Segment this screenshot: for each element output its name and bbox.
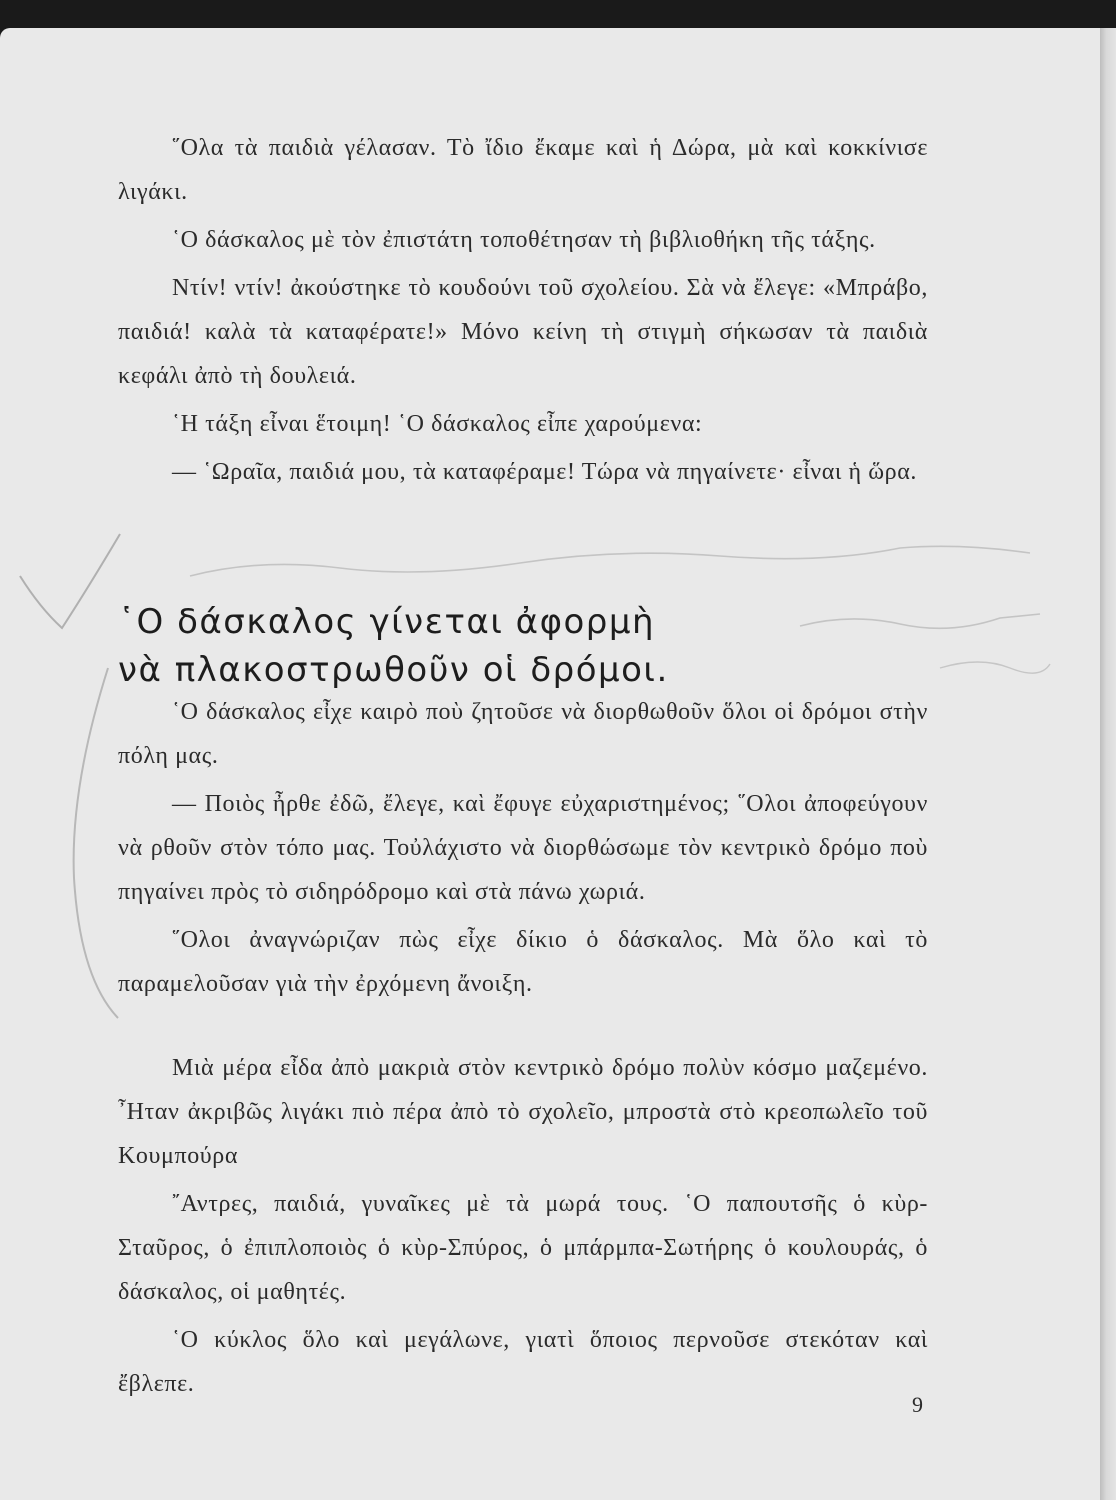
pencil-margin-bracket [74,668,118,1018]
pencil-scribble [800,614,1040,628]
page-edge-shadow [1100,28,1116,1500]
text-block-top [118,126,928,498]
paragraph: ῞Ολα τὰ παιδιὰ γέλασαν. Τὸ ἴδιο ἔκαμε καὶ ἡ Δώρα, μὰ καὶ κοκκίνισε λιγάκι. [118,135,928,205]
book-page [0,28,1100,1500]
paragraph: — ῾Ωραῖα, παιδιά μου, τὰ καταφέραμε! Τώρα νὰ πηγαίνετε· εἶναι ἡ ὥρα. [172,459,918,485]
paragraph: Μιὰ μέρα εἶδα ἀπὸ μακριὰ στὸν κεντρικὸ δρόμο πολὺν κόσμο μαζεμένο. ῏Ηταν ἀκριβῶς λιγάκι πιὸ πέρα ἀπὸ τὸ σχολεῖο, μπροστὰ στὸ κρεοπωλεῖο τοῦ Κουμπούρα [118,1055,928,1169]
paragraph: ῾Ο κύκλος ὅλο καὶ μεγάλωνε, γιατὶ ὅποιος περνοῦσε στεκόταν καὶ ἔβλεπε. [118,1327,928,1397]
pencil-scribble [190,546,1030,576]
paragraph: — Ποιὸς ἦρθε ἐδῶ, ἔλεγε, καὶ ἔφυγε εὐχαριστημένος; ῞Ολοι ἀποφεύγουν νὰ ρθοῦν στὸν τόπο μας. Τοὐλάχιστο νὰ διορθώσωμε τὸν κεντρικὸ δρόμο ποὺ πηγαίνει πρὸς τὸ σιδηρόδρομο καὶ στὰ πάνω χωριά. [118,791,928,905]
text-block-middle [118,690,928,1010]
paragraph: ῾Ο δάσκαλος εἶχε καιρὸ ποὺ ζητοῦσε νὰ διορθωθοῦν ὅλοι οἱ δρόμοι στὴν πόλη μας. [118,699,928,769]
pencil-checkmark [20,534,120,628]
paragraph: Ντίν! ντίν! ἀκούστηκε τὸ κουδούνι τοῦ σχολείου. Σὰ νὰ ἔλεγε: «Μπράβο, παιδιά! καλὰ τὰ καταφέρατε!» Μόνο κείνη τὴ στιγμὴ σήκωσαν τὰ παιδιὰ κεφάλι ἀπὸ τὴ δουλειά. [118,275,928,389]
paragraph: ῾Η τάξη εἶναι ἕτοιμη! ῾Ο δάσκαλος εἶπε χαρούμενα: [172,411,703,437]
paragraph: ῾Ο δάσκαλος μὲ τὸν ἐπιστάτη τοποθέτησαν τὴ βιβλιοθήκη τῆς τάξης. [172,227,876,253]
page-number: 9 [912,1392,923,1417]
text-block-bottom [118,1046,928,1410]
chapter-heading-line-1: ῾Ο δάσκαλος γίνεται ἀφορμὴ [118,602,656,642]
chapter-heading [118,598,669,694]
chapter-heading-line-2: νὰ πλακοστρωθοῦν οἱ δρόμοι. [118,650,669,690]
paragraph: ῎Αντρες, παιδιά, γυναῖκες μὲ τὰ μωρά τους. ῾Ο παπουτσῆς ὁ κὺρ-Σταῦρος, ὁ ἐπιπλοποιὸς ὁ κὺρ-Σπύρος, ὁ μπάρμπα-Σωτήρης ὁ κουλουράς, ὁ δάσκαλος, οἱ μαθητές. [118,1191,928,1305]
pencil-scribble [940,662,1050,673]
paragraph: ῞Ολοι ἀναγνώριζαν πὼς εἶχε δίκιο ὁ δάσκαλος. Μὰ ὅλο καὶ τὸ παραμελοῦσαν γιὰ τὴν ἐρχόμενη ἄνοιξη. [118,927,928,997]
